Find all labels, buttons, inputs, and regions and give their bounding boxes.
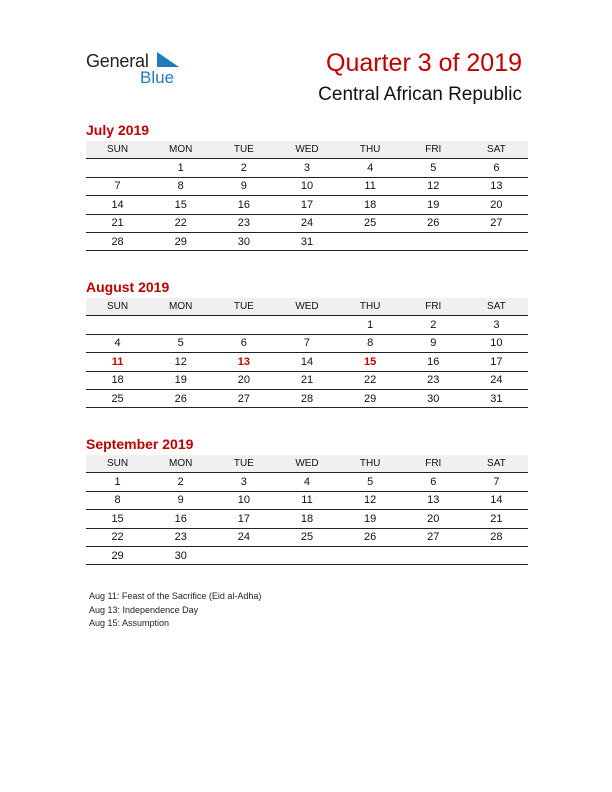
weekday-label: TUE: [233, 301, 254, 313]
holiday-note: Aug 11: Feast of the Sacrifice (Eid al-Adha): [89, 591, 262, 601]
day-cell: 17: [237, 512, 250, 525]
day-cell: 3: [493, 319, 500, 332]
day-cell: 4: [303, 476, 311, 489]
day-cell: 20: [427, 512, 440, 525]
day-cell: 4: [114, 337, 121, 350]
day-cell: 5: [367, 476, 374, 489]
day-cell: 19: [364, 512, 377, 525]
day-cell: 27: [427, 531, 440, 544]
month-calendar: [86, 435, 528, 565]
day-cell: 11: [301, 494, 313, 507]
day-cell: 18: [111, 374, 124, 387]
day-cell: 19: [174, 374, 187, 387]
day-cell: 12: [364, 494, 377, 507]
month-title: September 2019: [86, 436, 194, 452]
day-cell: 23: [237, 217, 250, 230]
day-cell: 3: [240, 476, 247, 489]
month-title: August 2019: [86, 279, 170, 295]
day-cell: 14: [300, 355, 314, 368]
day-cell: 7: [493, 476, 500, 489]
weekday-label: WED: [295, 144, 319, 156]
holiday-note: Aug 15: Assumption: [89, 618, 170, 628]
day-cell: 2: [240, 162, 247, 175]
week-row: [86, 215, 528, 233]
day-cell: 30: [427, 392, 440, 405]
page-title: Quarter 3 of 2019: [326, 49, 522, 77]
day-cell: 14: [111, 198, 124, 211]
day-cell: 8: [367, 337, 374, 350]
weekday-header: [86, 455, 528, 473]
day-cell: 31: [490, 392, 503, 405]
day-cell: 2: [430, 319, 437, 332]
day-cell: 23: [174, 531, 187, 544]
logo-word-general: General: [86, 51, 149, 71]
week-row: [86, 178, 528, 196]
weekday-label: TUE: [233, 144, 254, 156]
day-cell: 5: [430, 162, 437, 175]
week-row: [86, 473, 528, 491]
day-cell: 30: [174, 549, 187, 562]
day-cell: 15: [174, 198, 187, 211]
day-cell: 9: [240, 180, 247, 193]
day-cell: 11: [364, 180, 376, 193]
day-cell: 26: [364, 531, 377, 544]
weekday-label: SUN: [107, 144, 129, 156]
day-cell: 7: [114, 180, 121, 193]
weekday-label: WED: [295, 458, 319, 470]
day-cell: 19: [427, 198, 440, 211]
day-cell: 25: [300, 531, 314, 544]
holiday-note: Aug 13: Independence Day: [89, 604, 199, 615]
day-cell: 4: [367, 162, 374, 175]
day-cell: 22: [364, 374, 377, 387]
week-row: [86, 547, 528, 565]
day-cell: 23: [427, 374, 440, 387]
day-cell: 26: [174, 392, 187, 405]
day-cell: 26: [427, 217, 440, 230]
weekday-label: THU: [359, 458, 381, 470]
weekday-label: SAT: [487, 458, 506, 470]
week-row: [86, 316, 528, 334]
day-cell: 12: [174, 355, 187, 368]
day-cell: 9: [177, 494, 184, 507]
weekday-label: MON: [169, 458, 193, 470]
day-cell: 16: [427, 355, 440, 368]
day-cell: 6: [430, 476, 437, 489]
day-cell: 2: [177, 476, 184, 489]
week-row: [86, 353, 528, 371]
day-cell: 18: [300, 512, 314, 525]
weekday-label: FRI: [425, 144, 442, 156]
week-row: [86, 510, 528, 528]
weekday-label: SAT: [487, 301, 506, 313]
weekday-label: FRI: [425, 458, 442, 470]
day-cell: 27: [490, 217, 503, 230]
day-cell: 28: [490, 531, 503, 544]
week-row: [86, 492, 528, 510]
day-cell: 12: [427, 180, 440, 193]
day-cell: 6: [240, 337, 247, 350]
day-cell: 18: [364, 198, 377, 211]
day-cell: 24: [237, 531, 250, 544]
weekday-header: [86, 298, 528, 316]
day-cell: 13: [490, 180, 503, 193]
day-cell: 10: [490, 337, 503, 350]
day-cell: 24: [490, 374, 503, 387]
holiday-day-cell: 15: [364, 355, 377, 368]
day-cell: 17: [490, 355, 503, 368]
day-cell: 20: [490, 198, 503, 211]
weekday-header: [86, 141, 528, 159]
day-cell: 6: [493, 162, 500, 175]
generalblue-logo: [86, 49, 196, 91]
holiday-day-cell: 13: [237, 355, 250, 368]
weekday-label: SAT: [487, 144, 506, 156]
day-cell: 7: [303, 337, 311, 350]
day-cell: 29: [174, 235, 187, 248]
country-name: Central African Republic: [318, 84, 522, 105]
day-cell: 16: [174, 512, 187, 525]
day-cell: 29: [364, 392, 377, 405]
week-row: [86, 529, 528, 547]
day-cell: 28: [300, 392, 314, 405]
day-cell: 27: [237, 392, 250, 405]
day-cell: 1: [177, 162, 184, 175]
day-cell: 25: [364, 217, 377, 230]
day-cell: 29: [111, 549, 124, 562]
day-cell: 10: [237, 494, 250, 507]
weekday-label: SUN: [107, 301, 129, 313]
holiday-notes: [89, 590, 261, 631]
day-cell: 21: [300, 374, 314, 387]
weekday-label: MON: [169, 144, 193, 156]
weekday-label: WED: [295, 301, 319, 313]
day-cell: 8: [114, 494, 121, 507]
logo-word-blue: Blue: [140, 68, 175, 87]
day-cell: 3: [303, 162, 311, 175]
day-cell: 14: [490, 494, 503, 507]
weekday-label: MON: [169, 301, 193, 313]
day-cell: 10: [300, 180, 314, 193]
month-calendar: [86, 278, 528, 408]
day-cell: 21: [490, 512, 503, 525]
weekday-label: THU: [359, 144, 381, 156]
day-cell: 22: [111, 531, 124, 544]
month-title: July 2019: [86, 122, 150, 138]
week-row: [86, 335, 528, 353]
weekday-label: THU: [359, 301, 381, 313]
week-row: [86, 159, 528, 177]
day-cell: 25: [111, 392, 124, 405]
day-cell: 9: [430, 337, 437, 350]
day-cell: 28: [111, 235, 124, 248]
week-row: [86, 233, 528, 251]
day-cell: 8: [177, 180, 184, 193]
day-cell: 1: [367, 319, 374, 332]
day-cell: 1: [114, 476, 121, 489]
week-row: [86, 372, 528, 390]
day-cell: 31: [300, 235, 314, 248]
day-cell: 5: [177, 337, 184, 350]
week-row: [86, 390, 528, 408]
day-cell: 15: [111, 512, 124, 525]
day-cell: 17: [300, 198, 314, 211]
weekday-label: SUN: [107, 458, 129, 470]
weekday-label: TUE: [233, 458, 254, 470]
weekday-label: FRI: [425, 301, 442, 313]
day-cell: 21: [111, 217, 124, 230]
week-row: [86, 196, 528, 214]
day-cell: 30: [237, 235, 250, 248]
holiday-day-cell: 11: [111, 355, 124, 368]
logo-triangle-icon: [157, 52, 179, 67]
day-cell: 20: [237, 374, 250, 387]
day-cell: 24: [300, 217, 314, 230]
day-cell: 13: [427, 494, 440, 507]
day-cell: 22: [174, 217, 187, 230]
day-cell: 16: [237, 198, 250, 211]
month-calendar: [86, 121, 528, 251]
